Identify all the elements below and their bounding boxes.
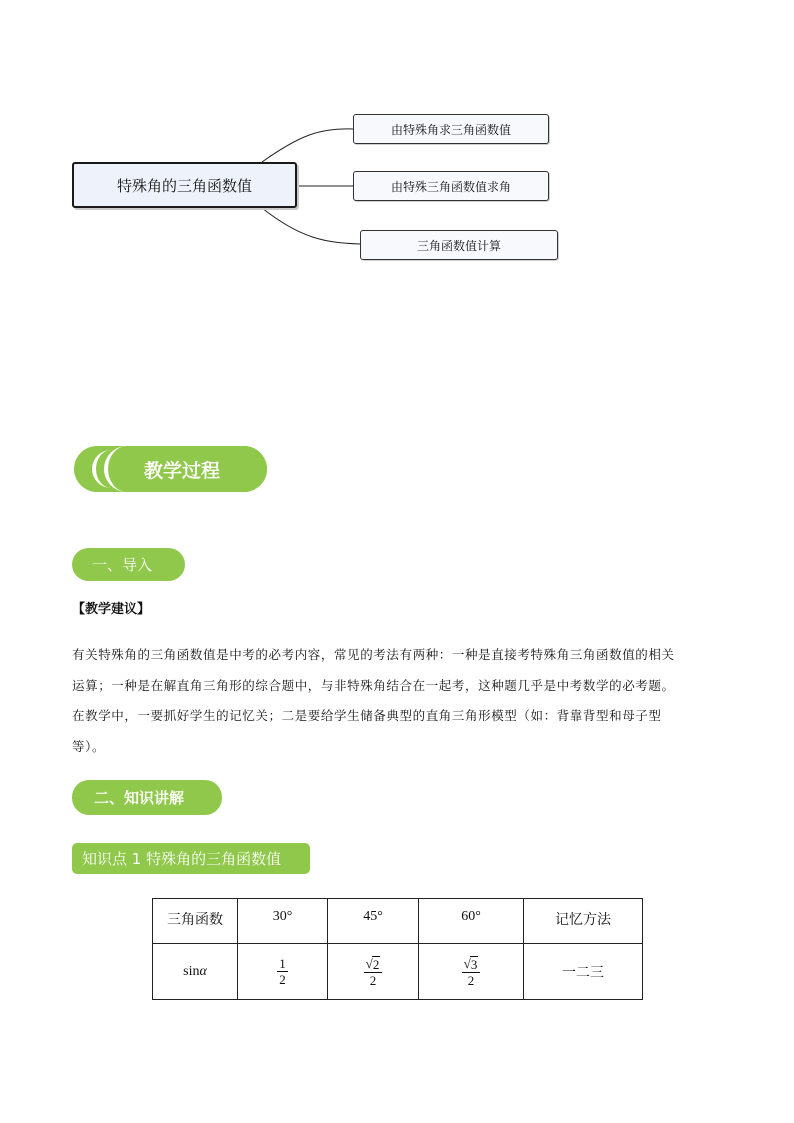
banner-title: 教学过程 xyxy=(144,459,221,482)
fraction xyxy=(364,956,383,988)
mindmap-child-label: 由特殊角求三角函数值 xyxy=(390,122,511,137)
sqrt-expression xyxy=(464,956,479,972)
table-row xyxy=(153,944,643,1000)
value-cell-60 xyxy=(419,944,524,1000)
advice-heading: 【教学建议】 xyxy=(72,602,151,617)
function-name: sin xyxy=(183,963,200,979)
header-cell: 三角函数 xyxy=(153,899,238,944)
value-cell-30 xyxy=(238,944,328,1000)
advice-line: 运算；一种是在解直角三角形的综合题中，与非特殊角结合在一起考，这种题几乎是中考数学的必考题。 xyxy=(72,677,675,693)
radicand: 2 xyxy=(372,956,380,972)
fraction-numerator: 1 xyxy=(279,956,286,971)
header-cell: 记忆方法 xyxy=(524,899,643,944)
mindmap-child-label: 由特殊三角函数值求角 xyxy=(390,179,511,194)
connector-line-1 xyxy=(262,129,353,162)
mindmap-root-label: 特殊角的三角函数值 xyxy=(116,176,252,195)
mindmap-child-node-1 xyxy=(353,114,549,144)
knowledge-point-label: 知识点 1 特殊角的三角函数值 xyxy=(82,850,282,868)
sqrt-symbol-icon: √ xyxy=(365,955,373,971)
advice-line: 等）。 xyxy=(72,738,106,754)
fraction-denominator: 2 xyxy=(369,972,377,988)
section-pill-intro xyxy=(72,548,185,581)
fraction-denominator: 2 xyxy=(467,972,475,988)
section-pill-label: 一、导入 xyxy=(92,556,153,574)
radicand: 3 xyxy=(470,956,478,972)
mindmap-child-label: 三角函数值计算 xyxy=(416,238,501,253)
fraction xyxy=(277,956,288,987)
mindmap-child-node-2 xyxy=(353,171,549,201)
fraction xyxy=(462,956,481,988)
function-variable: α xyxy=(199,963,207,979)
trig-values-table xyxy=(152,898,643,1000)
mindmap-root-node xyxy=(72,162,297,208)
section-pill-label: 二、知识讲解 xyxy=(94,789,185,807)
header-cell: 30° xyxy=(238,899,328,944)
fraction-numerator xyxy=(364,956,383,973)
mindmap-child-node-3 xyxy=(360,230,558,260)
knowledge-point-tag xyxy=(72,843,310,874)
advice-line: 有关特殊角的三角函数值是中考的必考内容，常见的考法有两种：一种是直接考特殊角三角函数值的相关 xyxy=(72,647,675,662)
value-cell-45 xyxy=(328,944,419,1000)
fraction-numerator xyxy=(462,956,481,973)
header-cell: 60° xyxy=(419,899,524,944)
section-banner xyxy=(74,446,267,492)
section-pill-knowledge xyxy=(72,780,222,815)
fraction-denominator: 2 xyxy=(279,972,286,987)
memo-cell: 一二三 xyxy=(524,944,643,1000)
advice-line: 在教学中，一要抓好学生的记忆关；二是要给学生储备典型的直角三角形模型（如：背靠背型和母子型 xyxy=(72,708,662,723)
sqrt-expression xyxy=(366,956,381,972)
function-name-cell xyxy=(153,944,238,1000)
banner-title-box xyxy=(104,446,267,492)
header-cell: 45° xyxy=(328,899,419,944)
connector-line-3 xyxy=(262,208,360,244)
table-header-row xyxy=(153,899,643,944)
advice-paragraph xyxy=(72,640,722,762)
sqrt-symbol-icon: √ xyxy=(463,955,471,971)
